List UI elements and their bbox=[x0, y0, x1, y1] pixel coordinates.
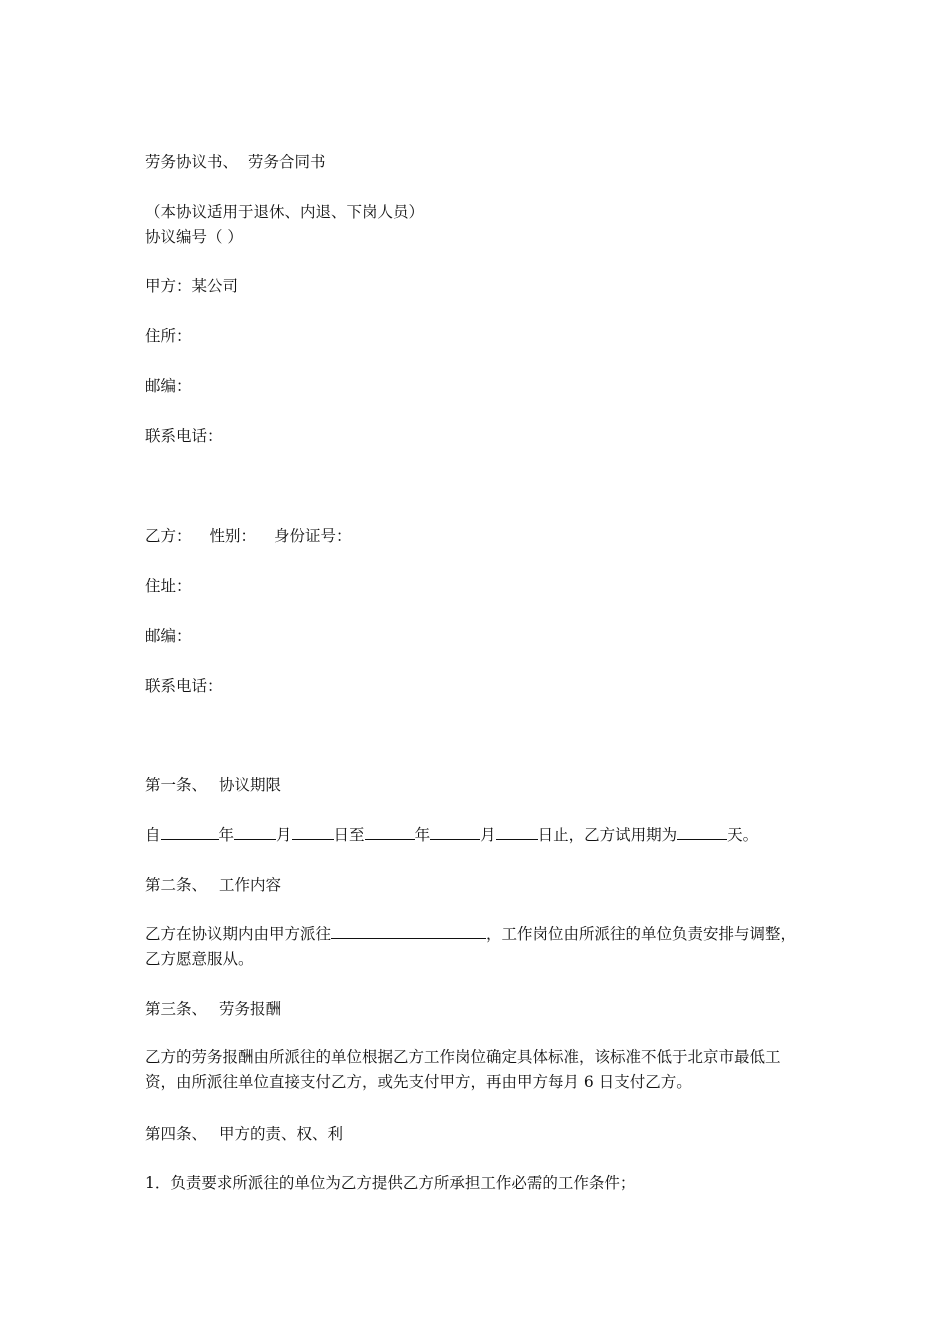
article-2-title: 工作内容 bbox=[219, 876, 282, 894]
article-2-text: ，工作岗位由所派往的单位负责安排与调整，乙方愿意服从。 bbox=[145, 925, 797, 968]
article-4-number: 第四条、 bbox=[145, 1125, 208, 1143]
article-1-title: 协议期限 bbox=[219, 776, 282, 794]
party-a-address: 住所： bbox=[145, 327, 192, 345]
article-3-heading bbox=[145, 998, 281, 1020]
blank-assigned-unit[interactable] bbox=[331, 924, 486, 939]
blank-end-day[interactable] bbox=[496, 825, 538, 840]
party-a-phone: 联系电话： bbox=[145, 427, 223, 445]
article-3-number: 第三条、 bbox=[145, 1000, 208, 1018]
article-1-text: 天。 bbox=[727, 826, 759, 844]
article-2-number: 第二条、 bbox=[145, 876, 208, 894]
article-3-title: 劳务报酬 bbox=[219, 1000, 282, 1018]
blank-start-day[interactable] bbox=[292, 825, 334, 840]
article-2-text: 乙方在协议期内由甲方派往 bbox=[145, 925, 332, 943]
article-1-text: 月 bbox=[276, 826, 292, 844]
party-b-gender: 性别： bbox=[209, 527, 257, 545]
party-b-postcode: 邮编： bbox=[145, 627, 192, 645]
party-b-line bbox=[145, 525, 352, 547]
blank-end-year[interactable] bbox=[365, 825, 415, 840]
article-4-title: 甲方的责、权、利 bbox=[219, 1125, 344, 1143]
article-1-text: 月 bbox=[480, 826, 496, 844]
scope-note: （本协议适用于退休、内退、下岗人员） bbox=[145, 203, 425, 221]
party-b-address: 住址： bbox=[145, 577, 192, 595]
article-3-body: 乙方的劳务报酬由所派往的单位根据乙方工作岗位确定具体标准，该标准不低于北京市最低工资，由所派往单位直接支付乙方，或先支付甲方，再由甲方每月 6 日支付乙方。 bbox=[145, 1048, 781, 1091]
blank-start-year[interactable] bbox=[161, 825, 219, 840]
article-1-text: 日止，乙方试用期为 bbox=[537, 826, 678, 844]
article-2-body bbox=[145, 922, 810, 972]
article-4-heading bbox=[145, 1123, 343, 1145]
blank-start-month[interactable] bbox=[234, 825, 276, 840]
party-b-phone: 联系电话： bbox=[145, 677, 223, 695]
article-4-item-1: 1．负责要求所派往的单位为乙方提供乙方所承担工作必需的工作条件； bbox=[145, 1174, 636, 1192]
party-a-postcode: 邮编： bbox=[145, 377, 192, 395]
article-1-heading bbox=[145, 774, 281, 796]
article-1-text: 年 bbox=[414, 826, 431, 844]
article-1-body bbox=[145, 824, 758, 846]
article-1-number: 第一条、 bbox=[145, 776, 208, 794]
party-b-id: 身份证号： bbox=[274, 527, 352, 545]
article-1-text: 自 bbox=[145, 826, 161, 844]
article-1-text: 年 bbox=[218, 826, 235, 844]
title-part-a: 劳务协议书、 bbox=[145, 153, 239, 171]
party-b-name: 乙方： bbox=[145, 527, 192, 545]
article-1-text: 日至 bbox=[333, 826, 365, 844]
article-2-heading bbox=[145, 874, 281, 896]
document-title bbox=[145, 151, 326, 173]
party-a-name: 甲方：某公司 bbox=[145, 277, 239, 295]
agreement-number: 协议编号（ ） bbox=[145, 228, 243, 246]
blank-probation-days[interactable] bbox=[677, 825, 727, 840]
blank-end-month[interactable] bbox=[430, 825, 480, 840]
title-part-b: 劳务合同书 bbox=[248, 153, 326, 171]
